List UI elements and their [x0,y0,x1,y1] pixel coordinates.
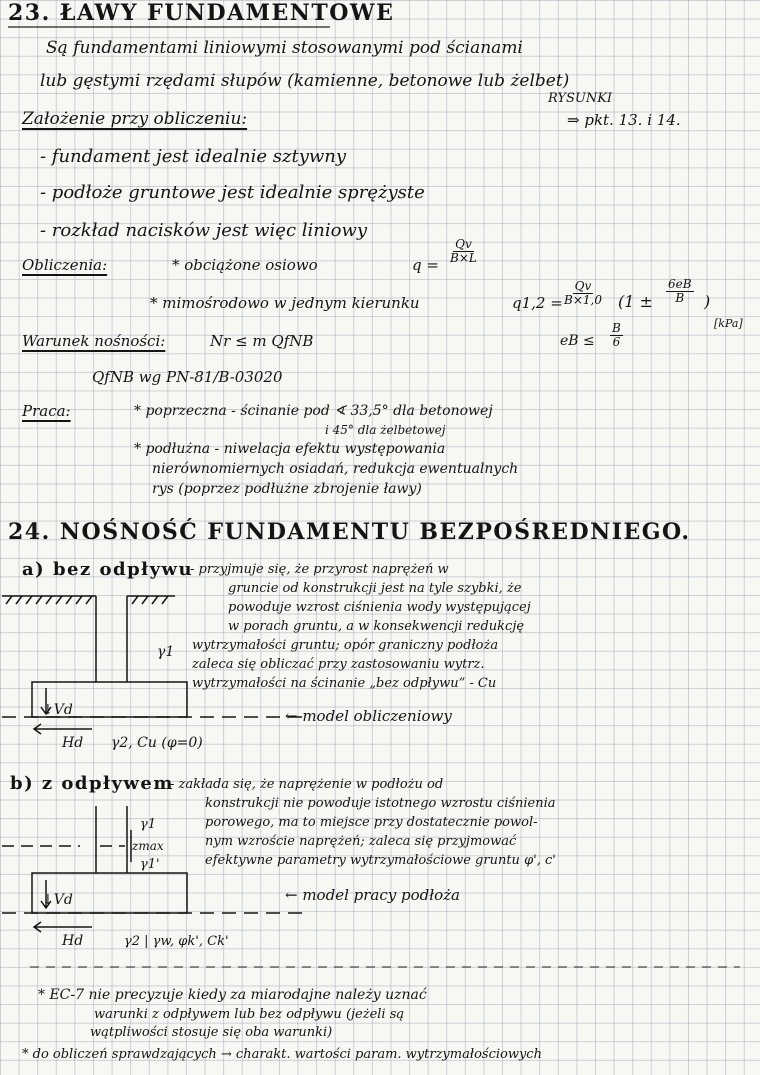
ecc-condition-lhs: eB ≤ [560,333,595,349]
calc-eccentric-paren-close: ) [704,292,711,311]
work-item-2b: nierównomiernych osiadań, redukcja ewentualnych [152,461,519,477]
note-ec7-line-1: * EC-7 nie precyzuje kiedy za miarodajne należy uznać [38,987,427,1003]
calc-eccentric-paren-open: (1 ± [618,292,653,311]
part-b-line-3: porowego, ma to miejsce przy dostatecznie powol- [205,815,538,830]
calc-eccentric: * mimośrodowo w jednym kierunku [150,294,420,312]
diagram-a [2,596,310,734]
intro-line-1: Są fundamentami liniowymi stosowanymi pod ścianami [46,38,523,58]
calc-axial-den: B×L [450,251,477,266]
part-a-label: a) bez odpływu [22,559,194,580]
part-a-vd: ↓Vd [42,702,73,718]
part-a-model-label: ← model obliczeniowy [285,707,452,725]
qfnb-line: QfNB wg PN-81/B-03020 [92,368,283,386]
part-a-line-7: wytrzymałości na ścinanie „bez odpływu” - Cu [192,676,497,691]
calc-label: Obliczenia: [22,256,108,274]
part-b-line-4: nym wzroście naprężeń; zaleca się przyjmować [205,834,517,849]
ecc-condition-num: B [612,321,621,335]
assumptions-heading: Założenie przy obliczeniu: [22,109,248,129]
figures-note: RYSUNKI [548,91,613,106]
part-a-line-5: wytrzymałości gruntu; opór graniczny podłoża [192,638,499,653]
part-b-line-2: konstrukcji nie powoduje istotnego wzrostu ciśnienia [205,796,556,811]
section-23-title: 23. ŁAWY FUNDAMENTOWE [8,0,395,26]
work-item-1b: i 45° dla żelbetowej [325,423,446,437]
intro-line-2: lub gęstymi rzędami słupów (kamienne, betonowe lub żelbet) [40,71,570,91]
part-a-line-6: zaleca się obliczać przy zastosowaniu wytrz. [192,657,485,672]
note-ec7-line-2: warunki z odpływem lub bez odpływu (jeżeli są [94,1007,405,1022]
part-b-soil: γ2 | γw, φk', Ck' [124,934,229,949]
diagram-b [2,806,310,932]
calc-eccentric-paren-den: B [675,291,685,306]
calc-eccentric-paren-num: 6eB [668,277,692,291]
part-a-soil: γ2, Cu (φ=0) [111,735,203,751]
calc-eccentric-num: Qv [574,279,592,293]
part-a-hd: Hd [62,735,84,751]
bearing-label: Warunek nośności: [22,332,166,350]
work-item-2: * podłużna - niwelacja efektu występowania [134,441,446,457]
part-b-gamma-top: γ1 [140,817,157,832]
calc-axial-lhs: q = [412,256,439,274]
work-item-1: * poprzeczna - ścinanie pod ∢ 33,5° dla betonowej [134,403,493,419]
calc-eccentric-den: B×1,0 [564,293,602,308]
part-b-line-5: efektywne parametry wytrzymałościowe gruntu φ', c' [205,853,556,868]
part-b-zmax: zmax [132,839,164,853]
part-a-line-2: gruncie od konstrukcji jest na tyle szybki, że [228,581,522,596]
bearing-formula: Nr ≤ m QfNB [210,332,314,350]
calc-axial-num: Qv [455,237,472,251]
calc-axial: * obciążone osiowo [172,256,318,274]
calc-eccentric-lhs: q1,2 = [512,294,563,312]
part-a-gamma: γ1 [157,644,175,660]
part-a-line-3: powoduje wzrost ciśnienia wody występującej [228,600,531,615]
assumption-1: - fundament jest idealnie sztywny [40,146,347,167]
work-item-2c: rys (poprzez podłużne zbrojenie ławy) [152,481,422,497]
note-characteristic: * do obliczeń sprawdzających → charakt. wartości param. wytrzymałościowych [22,1047,542,1062]
section-24-title: 24. NOŚNOŚĆ FUNDAMENTU BEZPOŚREDNIEGO. [8,519,691,545]
part-a-line-1: - przyjmuje się, że przyrost naprężeń w [190,562,449,577]
part-b-label: b) z odpływem [10,773,174,794]
ecc-condition-den: 6 [612,335,621,350]
assumption-2: - podłoże gruntowe jest idealnie sprężyste [40,182,425,203]
work-label: Praca: [22,402,71,420]
part-a-line-4: w porach gruntu, a w konsekwencji redukcję [228,619,525,634]
part-b-model-label: ← model pracy podłoża [285,886,460,904]
note-ec7-line-3: wątpliwości stosuje się oba warunki) [90,1025,333,1040]
calc-eccentric-unit: [kPa] [714,317,743,330]
part-b-gamma-prime: γ1' [140,857,160,872]
part-b-vd: ↓Vd [42,892,73,908]
assumption-3: - rozkład nacisków jest więc liniowy [40,220,368,241]
part-b-line-1: - zakłada się, że naprężenie w podłożu od [170,777,444,792]
part-b-hd: Hd [62,933,84,949]
figures-ref: ⇒ pkt. 13. i 14. [567,111,681,129]
